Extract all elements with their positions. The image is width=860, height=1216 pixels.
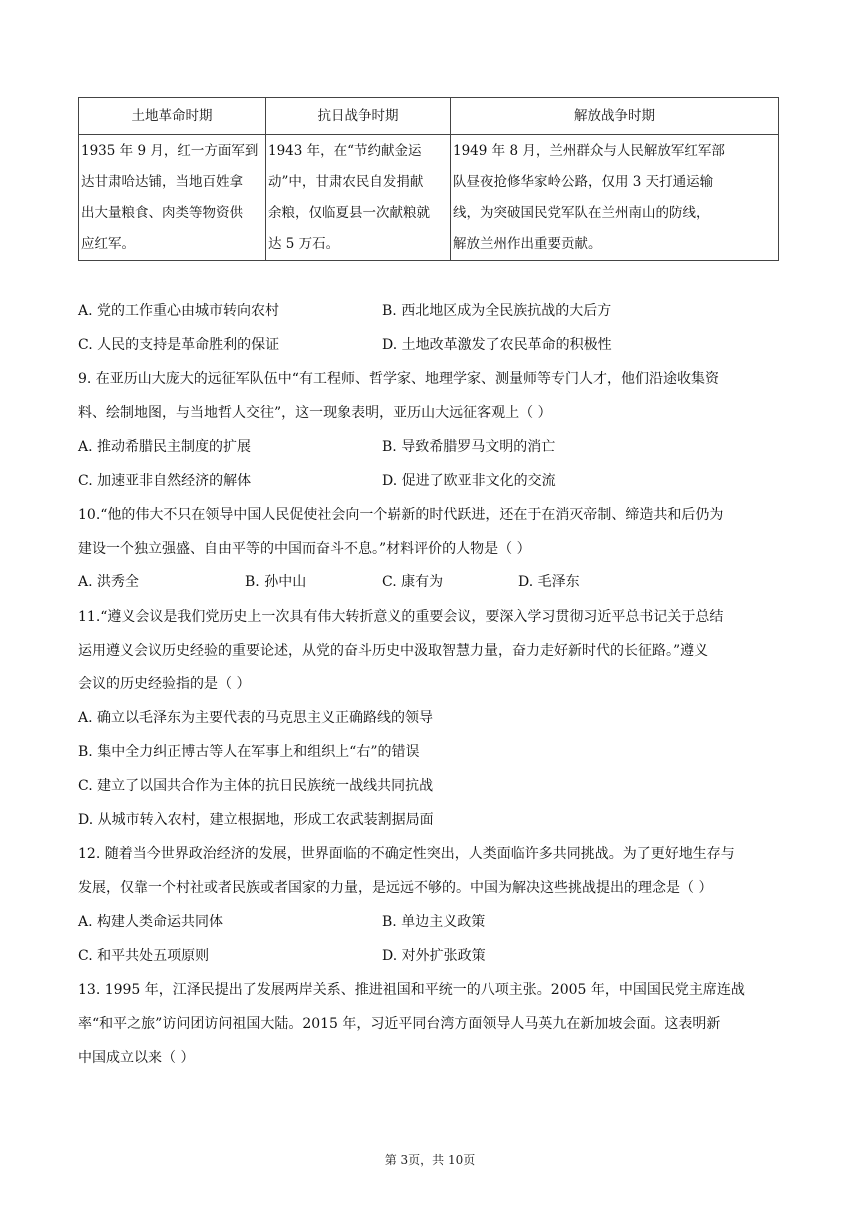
cell-line: 1949 年 8 月，兰州群众与人民解放军红军部 (453, 143, 725, 159)
q8-option-a[interactable]: A. 党的工作重心由城市转向农村 (78, 303, 280, 319)
q9-option-a[interactable]: A. 推动希腊民主制度的扩展 (78, 439, 252, 455)
q10-option-b[interactable]: B. 孙中山 (245, 574, 307, 590)
q9-stem-line-2: 料、绘制地图，与当地哲人交往”，这一现象表明，亚历山大远征客观上（ ） (78, 405, 552, 421)
q11-option-b[interactable]: B. 集中全力纠正博古等人在军事上和组织上“右”的错误 (78, 744, 420, 760)
table-header-land-revolution: 土地革命时期 (79, 98, 266, 135)
q12-stem-line-1: 12. 随着当今世界政治经济的发展，世界面临的不确定性突出，人类面临许多共同挑战。为了更好地生存与 (78, 846, 735, 862)
table-header-row (79, 98, 779, 135)
cell-line: 达甘肃哈达铺，当地百姓拿 (81, 174, 243, 190)
q12-stem-line-2: 发展，仅靠一个村社或者民族或者国家的力量，是远远不够的。中国为解决这些挑战提出的理念是（ ） (78, 880, 713, 896)
q9-stem-line-1: 9. 在亚历山大庞大的远征军队伍中“有工程师、哲学家、地理学家、测量师等专门人才，他们沿途收集资 (78, 371, 719, 387)
cell-line: 达 5 万石。 (268, 236, 340, 252)
q12-option-d[interactable]: D. 对外扩张政策 (382, 948, 486, 964)
cell-line: 应红军。 (81, 236, 135, 252)
q12-option-a[interactable]: A. 构建人类命运共同体 (78, 914, 224, 930)
history-table (78, 97, 779, 261)
q11-option-a[interactable]: A. 确立以毛泽东为主要代表的马克思主义正确路线的领导 (78, 710, 434, 726)
q9-option-c[interactable]: C. 加速亚非自然经济的解体 (78, 473, 252, 489)
q10-stem-line-1: 10.“他的伟大不只在领导中国人民促使社会向一个崭新的时代跃进，还在于在消灭帝制、缔造共和后仍为 (78, 507, 724, 523)
cell-line: 1935 年 9 月，红一方面军到 (81, 143, 259, 159)
q9-option-d[interactable]: D. 促进了欧亚非文化的交流 (382, 473, 556, 489)
table-header-liberation-war: 解放战争时期 (451, 98, 779, 135)
q12-option-c[interactable]: C. 和平共处五项原则 (78, 948, 210, 964)
q11-stem-line-3: 会议的历史经验指的是（ ） (78, 676, 251, 692)
q13-stem-line-3: 中国成立以来（ ） (78, 1050, 195, 1066)
cell-line: 出大量粮食、肉类等物资供 (81, 205, 243, 221)
q11-option-c[interactable]: C. 建立了以国共合作为主体的抗日民族统一战线共同抗战 (78, 778, 434, 794)
q8-option-b[interactable]: B. 西北地区成为全民族抗战的大后方 (382, 303, 612, 319)
q10-option-c[interactable]: C. 康有为 (382, 574, 444, 590)
cell-line: 1943 年，在“节约献金运 (268, 143, 422, 159)
q9-option-b[interactable]: B. 导致希腊罗马文明的消亡 (382, 439, 556, 455)
table-cell-anti-japanese-war (266, 135, 451, 261)
q11-stem-line-2: 运用遵义会议历史经验的重要论述，从党的奋斗历史中汲取智慧力量，奋力走好新时代的长征路。”遵义 (78, 643, 709, 659)
cell-line: 线，为突破国民党军队在兰州南山的防线， (453, 205, 710, 221)
q8-option-d[interactable]: D. 土地改革激发了农民革命的积极性 (382, 337, 612, 353)
table-header-anti-japanese-war: 抗日战争时期 (266, 98, 451, 135)
cell-line: 队昼夜抢修华家岭公路，仅用 3 天打通运输 (453, 174, 714, 190)
page-number-footer: 第 3页，共 10页 (384, 1153, 476, 1167)
q12-option-b[interactable]: B. 单边主义政策 (382, 914, 486, 930)
q11-stem-line-1: 11.“遵义会议是我们党历史上一次具有伟大转折意义的重要会议，要深入学习贯彻习近平总书记关于总结 (78, 609, 724, 625)
cell-line: 余粮，仅临夏县一次献粮就 (268, 205, 430, 221)
q13-stem-line-2: 率“和平之旅”访问团访问祖国大陆。2015 年，习近平同台湾方面领导人马英九在新加坡会面。这表明新 (78, 1016, 721, 1032)
table-cell-liberation-war (451, 135, 779, 261)
cell-line: 解放兰州作出重要贡献。 (453, 236, 602, 252)
cell-line: 动”中，甘肃农民自发捐献 (268, 174, 424, 190)
table-row (79, 135, 779, 261)
q10-option-a[interactable]: A. 洪秀全 (78, 574, 140, 590)
q10-option-d[interactable]: D. 毛泽东 (518, 574, 580, 590)
table-cell-land-revolution (79, 135, 266, 261)
q11-option-d[interactable]: D. 从城市转入农村，建立根据地，形成工农武装割据局面 (78, 812, 434, 828)
q13-stem-line-1: 13. 1995 年，江泽民提出了发展两岸关系、推进祖国和平统一的八项主张。2005 年，中国国民党主席连战 (78, 982, 745, 998)
q8-option-c[interactable]: C. 人民的支持是革命胜利的保证 (78, 337, 280, 353)
q10-stem-line-2: 建设一个独立强盛、自由平等的中国而奋斗不息。”材料评价的人物是（ ） (78, 541, 531, 557)
